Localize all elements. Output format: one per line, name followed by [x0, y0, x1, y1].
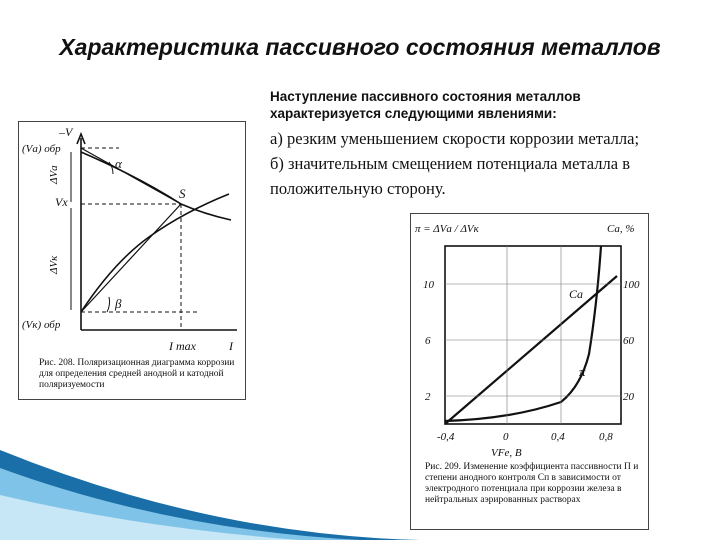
right-tick-label: 60	[623, 335, 634, 347]
slide-subtitle	[270, 88, 710, 122]
beta-arc	[107, 297, 110, 312]
figure1-caption: Рис. 208. Поляризационная диаграмма коррозии для определения средней анодной и катодной поляризуемости	[39, 358, 235, 390]
point-s-label: S	[179, 186, 186, 201]
plot-frame	[445, 246, 621, 424]
vk-obr-label: (Vк) обр	[22, 319, 61, 331]
right-tick-label: 20	[623, 391, 634, 403]
figure2-caption: Рис. 209. Изменение коэффициента пассивности П и степени анодного контроля Cп в зависимости от электродного потенциала при коррозии железа в нейтральных аэрированных растворах	[425, 462, 639, 505]
ca-line	[445, 276, 617, 424]
alpha-label: α	[115, 156, 122, 171]
polarization-diagram-figure	[18, 121, 246, 400]
body-line-2: б) значительным смещением потенциала металла в	[270, 154, 630, 173]
vx-label: Vх	[55, 195, 68, 209]
va-obr-label: (Vа) обр	[22, 143, 61, 155]
passivity-chart	[411, 214, 648, 459]
neg-v-label: –V	[59, 125, 73, 139]
left-tick-label: 2	[425, 391, 431, 403]
x-tick-label: -0,4	[437, 431, 455, 443]
left-tick-label: 10	[423, 279, 434, 291]
pi-curve-label: π	[579, 364, 586, 379]
decorative-swoosh	[0, 450, 420, 540]
left-tick-label: 6	[425, 335, 431, 347]
slide-body-text	[270, 126, 715, 201]
cathodic-tangent	[81, 204, 181, 312]
subtitle-line-1: Наступление пассивного состояния металлов	[270, 89, 581, 104]
beta-label: β	[115, 296, 122, 311]
ca-curve-label: Cа	[569, 287, 584, 301]
x-tick-label: 0	[503, 431, 509, 443]
ca-unit-label: Cа, %	[607, 223, 635, 235]
delta-va-label: ΔVа	[48, 165, 60, 184]
passivity-chart-figure	[410, 213, 649, 530]
body-line-3: положительную сторону.	[270, 179, 446, 198]
anodic-tangent	[81, 148, 181, 204]
anodic-curve	[81, 152, 231, 220]
subtitle-line-2: характеризуется следующими явлениями:	[270, 106, 557, 121]
cathodic-curve	[81, 194, 229, 312]
pi-definition-label: π = ΔVа / ΔVк	[415, 223, 479, 235]
imax-label: I max	[169, 339, 196, 353]
right-tick-label: 100	[623, 279, 640, 291]
delta-vk-label: ΔVк	[48, 255, 60, 274]
polarization-diagram	[19, 122, 245, 362]
pi-curve	[445, 246, 601, 421]
x-tick-label: 0,8	[599, 431, 613, 443]
i-axis-label: I	[229, 339, 233, 353]
vfe-axis-label: VFe, В	[491, 447, 522, 459]
x-tick-label: 0,4	[551, 431, 565, 443]
body-line-1: а) резким уменьшением скорости коррозии металла;	[270, 129, 640, 148]
slide-title: Характеристика пассивного состояния металлов	[59, 34, 661, 60]
